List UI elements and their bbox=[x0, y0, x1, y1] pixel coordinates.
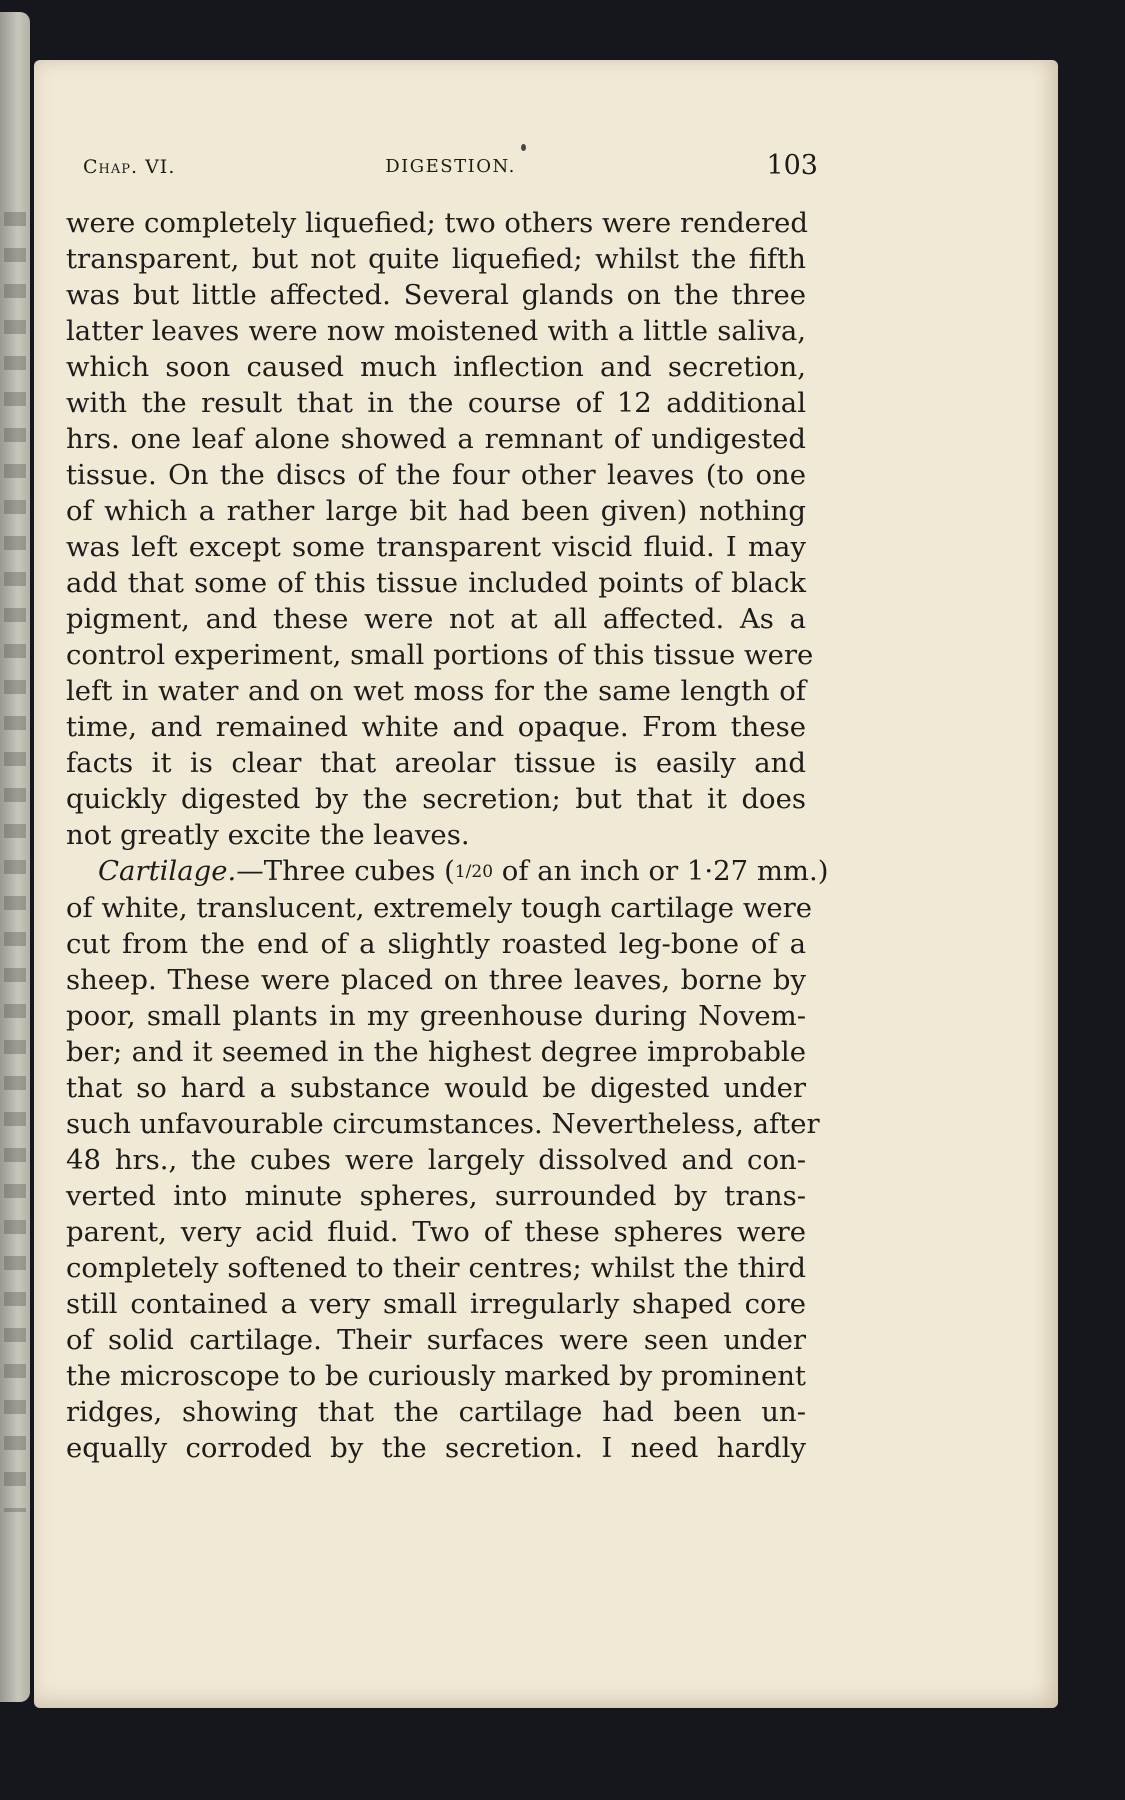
text-line: poor, small plants in my greenhouse during Novem- bbox=[66, 1000, 806, 1032]
text-line: cut from the end of a slightly roasted leg-bone of a bbox=[66, 928, 806, 960]
cartilage-first-line-text-a: —Three cubes ( bbox=[236, 855, 455, 887]
adjacent-page-edge bbox=[0, 12, 30, 1702]
text-line: with the result that in the course of 12 additional bbox=[66, 387, 806, 419]
text-line: were completely liquefied; two others were rendered bbox=[66, 207, 808, 239]
text-line: sheep. These were placed on three leaves, borne by bbox=[66, 964, 806, 996]
cartilage-first-line-text-b: of an inch or 1·27 mm.) bbox=[493, 855, 829, 887]
text-line: ber; and it seemed in the highest degree improbable bbox=[66, 1036, 806, 1068]
text-line: not greatly excite the leaves. bbox=[66, 819, 470, 851]
text-line: left in water and on wet moss for the same length of bbox=[66, 675, 806, 707]
text-line: ridges, showing that the cartilage had been un- bbox=[66, 1396, 806, 1428]
cartilage-heading: Cartilage. bbox=[98, 855, 237, 887]
text-line: the microscope to be curiously marked by prominent bbox=[66, 1360, 806, 1392]
text-line: of which a rather large bit had been given) nothing bbox=[66, 495, 806, 527]
text-line: 48 hrs., the cubes were largely dissolved and con- bbox=[66, 1144, 806, 1176]
chapter-label: Chap. VI. bbox=[83, 156, 176, 178]
text-line: latter leaves were now moistened with a little saliva, bbox=[66, 315, 806, 347]
text-line: time, and remained white and opaque. From these bbox=[66, 711, 806, 743]
text-line: verted into minute spheres, surrounded by trans- bbox=[66, 1180, 806, 1212]
text-line: was left except some transparent viscid fluid. I may bbox=[66, 531, 806, 563]
text-line: add that some of this tissue included points of black bbox=[66, 567, 806, 599]
adjacent-page-text-bleed bbox=[4, 212, 26, 1512]
text-line: pigment, and these were not at all affected. As a bbox=[66, 603, 806, 635]
text-line: still contained a very small irregularly shaped core bbox=[66, 1288, 806, 1320]
text-line: facts it is clear that areolar tissue is easily and bbox=[66, 747, 806, 779]
text-line: of solid cartilage. Their surfaces were seen under bbox=[66, 1324, 806, 1356]
page-number: 103 bbox=[766, 150, 818, 181]
text-line: transparent, but not quite liquefied; whilst the fifth bbox=[66, 243, 806, 275]
fraction-one-twentieth: 1/20 bbox=[454, 862, 494, 882]
page-body bbox=[66, 205, 829, 1466]
text-line: equally corroded by the secretion. I need hardly bbox=[66, 1432, 806, 1464]
text-line: tissue. On the discs of the four other leaves (to one bbox=[66, 459, 806, 491]
text-line: was but little affected. Several glands on the three bbox=[66, 279, 806, 311]
text-line: completely softened to their centres; whilst the third bbox=[66, 1252, 806, 1284]
text-line: which soon caused much inflection and secretion, bbox=[66, 351, 806, 383]
running-title: DIGESTION. bbox=[385, 156, 516, 177]
text-line: hrs. one leaf alone showed a remnant of undigested bbox=[66, 423, 806, 455]
text-line: that so hard a substance would be digested under bbox=[66, 1072, 806, 1104]
cartilage-first-line bbox=[66, 853, 829, 890]
text-line: control experiment, small portions of this tissue were bbox=[66, 639, 814, 671]
text-line: such unfavourable circumstances. Nevertheless, after bbox=[66, 1108, 820, 1140]
text-line: parent, very acid fluid. Two of these spheres were bbox=[66, 1216, 806, 1248]
text-line: of white, translucent, extremely tough cartilage were bbox=[66, 892, 813, 924]
paragraph-cartilage bbox=[66, 853, 829, 1466]
running-header bbox=[83, 150, 818, 190]
paragraph-areolar-tissue bbox=[66, 205, 814, 853]
text-line: quickly digested by the secretion; but that it does bbox=[66, 783, 806, 815]
